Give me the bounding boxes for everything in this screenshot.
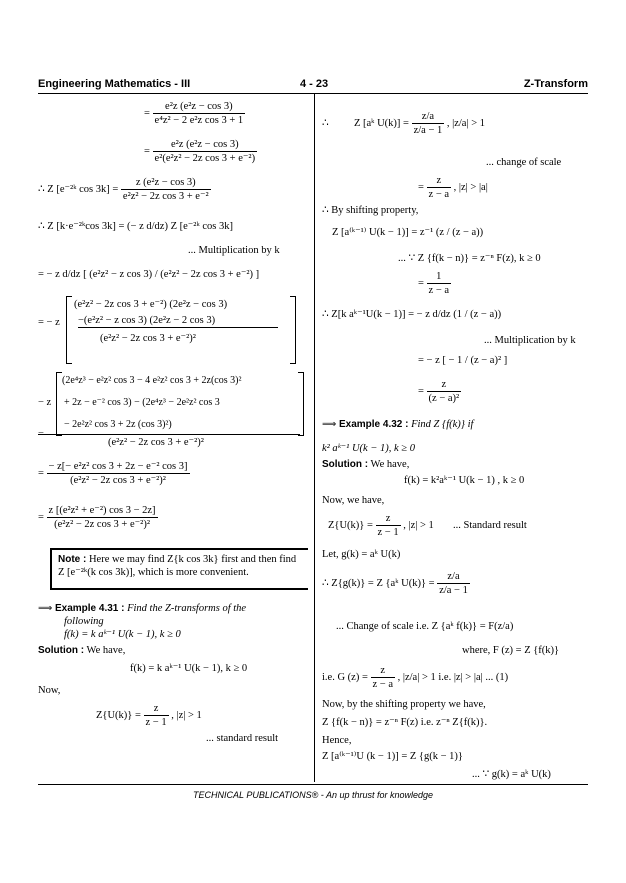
eq-line-12: Now, bbox=[38, 685, 61, 696]
eq-line-9: = $\frac{\text{− z[− e²z² cos 3 + 2z − e⁻² cos 3]}}{\text{(e²z² − 2z cos 3 + e⁻²)²}}$ bbox=[38, 461, 188, 486]
running-header bbox=[38, 78, 588, 92]
fraction: $\frac{\text{z [(e²z² + e⁻²) cos 3 − 2z]}}{\text{(e²z² − 2z cos 3 + e⁻²)²}}$ bbox=[48, 505, 156, 530]
annotation-g-of-k: ... ∵ g(k) = aᵏ U(k) bbox=[472, 769, 551, 780]
eq-r-10: = − z [ − 1 / (z − a)² ] bbox=[418, 355, 508, 366]
example-4-31-text: following bbox=[64, 616, 104, 627]
eq-line-8c: − 2e²z² cos 3 + 2z (cos 3)²) bbox=[64, 419, 172, 430]
header-rule bbox=[38, 93, 588, 94]
example-4-31-heading: ⟹ Example 4.31 : Find the Z-transforms of the bbox=[38, 603, 247, 614]
eq-line-13: Z{U(k)} = $\frac{z}{z - 1}$ , |z| > 1 bbox=[96, 703, 202, 728]
fraction: $\frac{z/a}{z/a - 1}$ bbox=[439, 571, 468, 596]
column-divider bbox=[314, 94, 315, 782]
bracket-left bbox=[66, 296, 72, 364]
eq-line-8a: (2e⁴z³ − e²z² cos 3 − 4 e²z² cos 3 + 2z(cos 3)² bbox=[62, 375, 242, 386]
annotation-multiplication: ... Multiplication by k bbox=[188, 245, 280, 256]
note-text: Here we may find Z{k cos 3k} first and then find Z [e⁻²ᵏ(k cos 3k)], which is more convenient. bbox=[58, 554, 297, 578]
solution-label: Solution : bbox=[38, 645, 85, 656]
right-column bbox=[322, 96, 588, 780]
eq-line-1: = $\frac{\text{e²z (e²z − cos 3)}}{\text{e⁴z² − 2 e²z cos 3 + 1}}$ bbox=[144, 101, 244, 126]
eq-line-8b: + 2z − e⁻² cos 3) − (2e⁴z³ − 2e²z² cos 3 bbox=[64, 397, 220, 408]
annotation-shifting: ... ∵ Z {f(k − n)} = z⁻ⁿ F(z), k ≥ 0 bbox=[398, 253, 541, 264]
eq-line-7-prefix: = − z bbox=[38, 317, 60, 328]
eq-line-7a: (e²z² − 2z cos 3 + e⁻²) (2e²z − cos 3) bbox=[74, 299, 228, 310]
annotation-change-of-scale: ... Change of scale i.e. Z {aᵏ f(k)} = F(z/a) bbox=[336, 621, 514, 632]
fraction: $\frac{\text{e²z (e²z − cos 3)}}{\text{e²(e²z² − 2z cos 3 + e⁻²)}}$ bbox=[154, 139, 256, 164]
header-chapter-title: Z-Transform bbox=[523, 78, 588, 90]
example-arrow-icon: ⟹ bbox=[38, 603, 53, 614]
fraction: $\frac{z}{z - 1}$ bbox=[377, 513, 399, 538]
annotation-change-of-scale: ... change of scale bbox=[486, 157, 562, 168]
eq-r-3: = $\frac{z}{z - a}$ , |z| > |a| bbox=[418, 175, 488, 200]
eq-r-14: Z{U(k)} = $\frac{z}{z - 1}$ , |z| > 1 ... Standard result bbox=[328, 513, 527, 538]
eq-line-2: = $\frac{\text{e²z (e²z − cos 3)}}{\text{e²(e²z² − 2z cos 3 + e⁻²)}}$ bbox=[144, 139, 256, 164]
text-shifting-property-2: Now, by the shifting property we have, bbox=[322, 699, 486, 710]
eq-line-11: f(k) = k aᵏ⁻¹ U(k − 1), k ≥ 0 bbox=[130, 663, 248, 674]
annotation-multiplication: ... Multiplication by k bbox=[484, 335, 576, 346]
note-box bbox=[50, 548, 308, 590]
solution-label: Solution : bbox=[322, 459, 369, 470]
example-4-32-heading: ⟹ Example 4.32 : Find Z {f(k)} if bbox=[322, 419, 474, 430]
eq-r-19: i.e. G (z) = $\frac{z}{z - a}$ , |z/a| > 1 i.e. |z| > |a| ... (1) bbox=[322, 665, 509, 690]
eq-r-11: = $\frac{z}{\text{(z − a)²}}$ bbox=[418, 379, 460, 404]
eq-line-8-prefix: − z bbox=[38, 397, 52, 408]
eq-r-23: Z [a⁽ᵏ⁻¹⁾U (k − 1)] = Z {g(k − 1)} bbox=[322, 751, 463, 762]
text-now-we-have: Now, we have, bbox=[322, 495, 385, 506]
annotation-standard-result: ... standard result bbox=[206, 733, 279, 744]
example-label: Example 4.32 : bbox=[338, 419, 409, 430]
header-page-number: 4 - 23 bbox=[300, 78, 329, 90]
eq-line-4: ∴ Z [k·e⁻²ᵏcos 3k] = (− z d/dz) Z [e⁻²ᵏ cos 3k] bbox=[38, 221, 234, 232]
eq-r-15: Let, g(k) = aᵏ U(k) bbox=[322, 549, 401, 560]
eq-r-12: f(k) = k²aᵏ⁻¹ U(k − 1) , k ≥ 0 bbox=[404, 475, 525, 486]
text-hence: Hence, bbox=[322, 735, 352, 746]
eq-r-7: = $\frac{1}{z - a}$ bbox=[418, 271, 450, 296]
fraction: $\frac{z}{\text{(z − a)²}}$ bbox=[428, 379, 460, 404]
eq-r-1: ∴ Z [aᵏ U(k)] = $\frac{z/a}{z/a - 1}$ , |z/a| > 1 bbox=[322, 111, 485, 136]
fraction: $\frac{z}{z - a}$ bbox=[428, 175, 450, 200]
eq-line-10: = $\frac{\text{z [(e²z² + e⁻²) cos 3 − 2z]}}{\text{(e²z² − 2z cos 3 + e⁻²)²}}$ bbox=[38, 505, 156, 530]
text-where-f: where, F (z) = Z {f(k)} bbox=[462, 645, 560, 656]
fraction: $\frac{\text{z (e²z − cos 3)}}{\text{e²z² − 2z cos 3 + e⁻²}}$ bbox=[122, 177, 209, 202]
example-arrow-icon: ⟹ bbox=[322, 419, 337, 430]
example-label: Example 4.31 : bbox=[54, 603, 125, 614]
example-4-32-function: k² aᵏ⁻¹ U(k − 1), k ≥ 0 bbox=[322, 443, 415, 454]
fraction: $\frac{z/a}{z/a - 1}$ bbox=[413, 111, 443, 136]
note-label: Note : bbox=[58, 554, 87, 565]
solution-heading: Solution : We have, bbox=[38, 645, 126, 656]
fraction: $\frac{\text{e²z (e²z − cos 3)}}{\text{e⁴z² − 2 e²z cos 3 + 1}}$ bbox=[154, 101, 244, 126]
example-4-31-function: f(k) = k aᵏ⁻¹ U(k − 1), k ≥ 0 bbox=[64, 629, 181, 640]
fraction: $\frac{1}{z - a}$ bbox=[428, 271, 450, 296]
eq-line-3: ∴ Z [e⁻²ᵏ cos 3k] = $\frac{\text{z (e²z − cos 3)}}{\text{e²z² − 2z cos 3 + e⁻²}}$ bbox=[38, 177, 209, 202]
eq-line-8-denominator: (e²z² − 2z cos 3 + e⁻²)² bbox=[108, 437, 204, 448]
fraction: $\frac{\text{− z[− e²z² cos 3 + 2z − e⁻² cos 3]}}{\text{(e²z² − 2z cos 3 + e⁻²)²}}$ bbox=[48, 461, 188, 486]
eq-line-7c: (e²z² − 2z cos 3 + e⁻²)² bbox=[100, 333, 196, 344]
footer-publisher: TECHNICAL PUBLICATIONS® - An up thrust for knowledge bbox=[192, 790, 434, 800]
fraction: $\frac{z}{z - a}$ bbox=[372, 665, 393, 690]
eq-line-7b: −(e²z² − z cos 3) (2e²z − 2 cos 3) bbox=[78, 314, 278, 328]
solution-heading: Solution : We have, bbox=[322, 459, 410, 470]
fraction: $\frac{z}{z - 1}$ bbox=[145, 703, 167, 728]
eq-line-6: = − z d/dz [ (e²z² − z cos 3) / (e²z² − 2z cos 3 + e⁻²) ] bbox=[38, 269, 260, 280]
eq-r-16: ∴ Z{g(k)} = Z {aᵏ U(k)} = $\frac{z/a}{z/a - 1}$ bbox=[322, 571, 468, 596]
left-column bbox=[38, 96, 308, 780]
eq-r-5: Z [a⁽ᵏ⁻¹⁾ U(k − 1)] = z⁻¹ (z / (z − a)) bbox=[332, 227, 484, 238]
eq-line-8-equals: = bbox=[38, 429, 44, 440]
eq-r-8: ∴ Z[k aᵏ⁻¹U(k − 1)] = − z d/dz (1 / (z − a)) bbox=[322, 309, 502, 320]
eq-r-21: Z {f(k − n)} = z⁻ⁿ F(z) i.e. z⁻ⁿ Z{f(k)}. bbox=[322, 717, 488, 728]
text-shifting-property: ∴ By shifting property, bbox=[322, 205, 419, 216]
header-book-title: Engineering Mathematics - III bbox=[38, 78, 191, 90]
footer-rule bbox=[38, 784, 588, 785]
